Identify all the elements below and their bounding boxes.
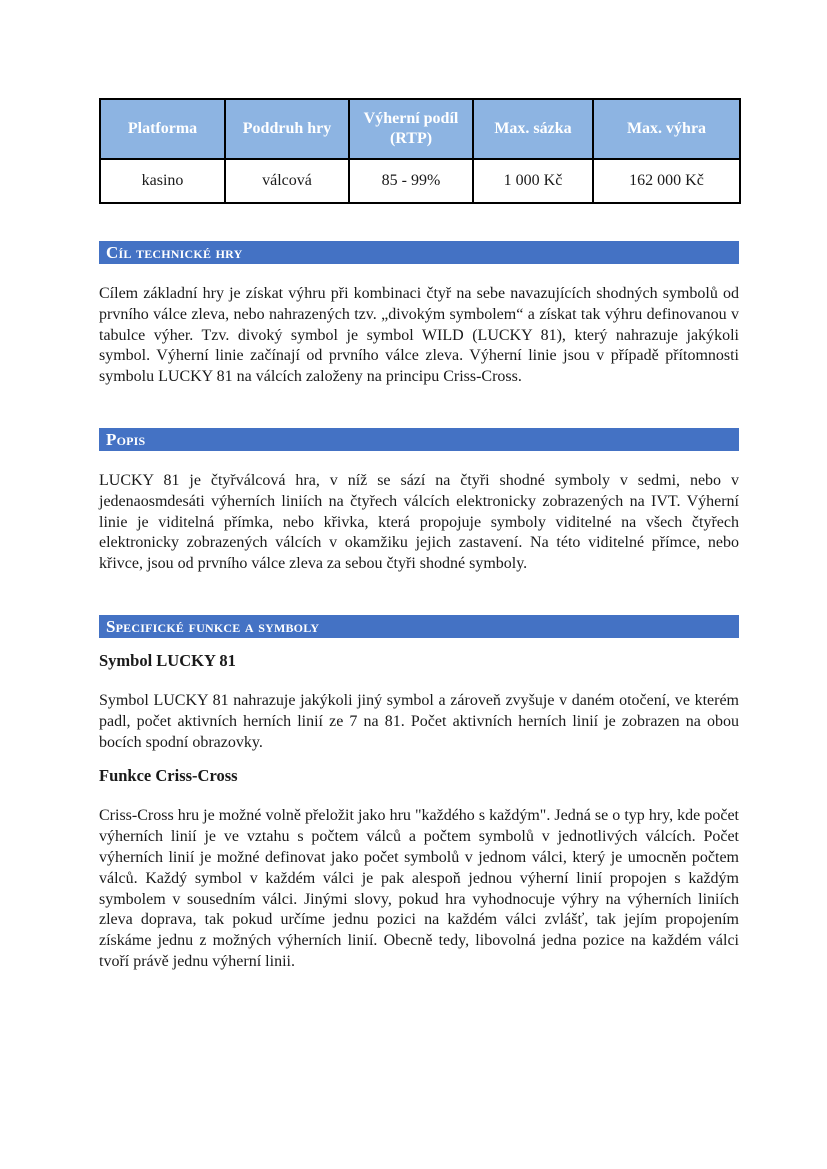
table-header-max-vyhra: Max. výhra [593,99,740,159]
document-content [99,98,739,973]
paragraph-cil-technicke-hry: Cílem základní hry je získat výhru při kombinaci čtyř na sebe navazujících shodných symbolů od prvního válce zleva, nebo nahrazených tzv. „divokým symbolem“ a získat tak výhru definovanou v tabulce výher. Tzv. divoký symbol je symbol WILD (LUCKY 81), který nahrazuje jakýkoli symbol. Výherní linie začínají od prvního válce zleva. Výherní linie jsou v případě přítomnosti symbolu LUCKY 81 na válcích založeny na principu Criss-Cross. [99,285,739,386]
game-info-table [99,98,741,204]
section-heading-cil-technicke-hry: Cíl technické hry [99,241,739,264]
cell-poddruh-hry: válcová [225,159,349,203]
cell-platforma: kasino [100,159,225,203]
subheading-symbol-lucky-81: Symbol LUCKY 81 [99,650,236,670]
cell-max-sazka: 1 000 Kč [473,159,593,203]
cell-max-vyhra: 162 000 Kč [593,159,740,203]
section-heading-popis: Popis [99,428,739,451]
subheading-funkce-criss-cross: Funkce Criss-Cross [99,766,238,786]
table-header-row [100,99,740,159]
table-header-vyherni-podil: Výherní podíl (RTP) [349,99,473,159]
table-header-platforma: Platforma [100,99,225,159]
paragraph-symbol-lucky-81: Symbol LUCKY 81 nahrazuje jakýkoli jiný symbol a zároveň zvyšuje v daném otočení, ve kterém padl, počet aktivních herních linií ze 7 na 81. Počet aktivních herních linií je zobrazen na obou bocích spodní obrazovky. [99,691,739,751]
paragraph-funkce-criss-cross: Criss-Cross hru je možné volně přeložit jako hru "každého s každým". Jedná se o typ hry, kde počet výherních linií je ve vztahu s počtem válců a počtem symbolů v jednotlivých válcích. Počet výherních linií je možné definovat jako počet symbolů v jednom válci, který je umocněn počtem válců. Každý symbol v každém válci je pak alespoň jednou výherní linií propojen s každým symbolem v sousedním válci. Jinými slovy, pokud hra vyhodnocuje výhry na výherních liniích zleva doprava, tak pokud určíme jednu pozici na každém válci zvlášť, tak jejím propojením získáme jednu z možných výherních linií. Obecně tedy, libovolná jedna pozice na každém válci tvoří právě jednu výherní linii. [99,807,739,970]
table-header-max-sazka: Max. sázka [473,99,593,159]
section-heading-specificke-funkce: Specifické funkce a symboly [99,615,739,638]
table-row [100,159,740,203]
paragraph-popis: LUCKY 81 je čtyřválcová hra, v níž se sází na čtyři shodné symboly v sedmi, nebo v jedenaosmdesáti výherních liniích na čtyřech válcích elektronicky zobrazených na IVT. Výherní linie je viditelná přímka, nebo křivka, která propojuje symboly viditelné na všech čtyřech elektronicky zobrazených válcích v okamžiku jejich zastavení. Na této viditelné přímce, nebo křivce, jsou od prvního válce zleva za sebou čtyři shodné symboly. [99,471,739,573]
table-header-poddruh-hry: Poddruh hry [225,99,349,159]
cell-vyherni-podil: 85 - 99% [349,159,473,203]
